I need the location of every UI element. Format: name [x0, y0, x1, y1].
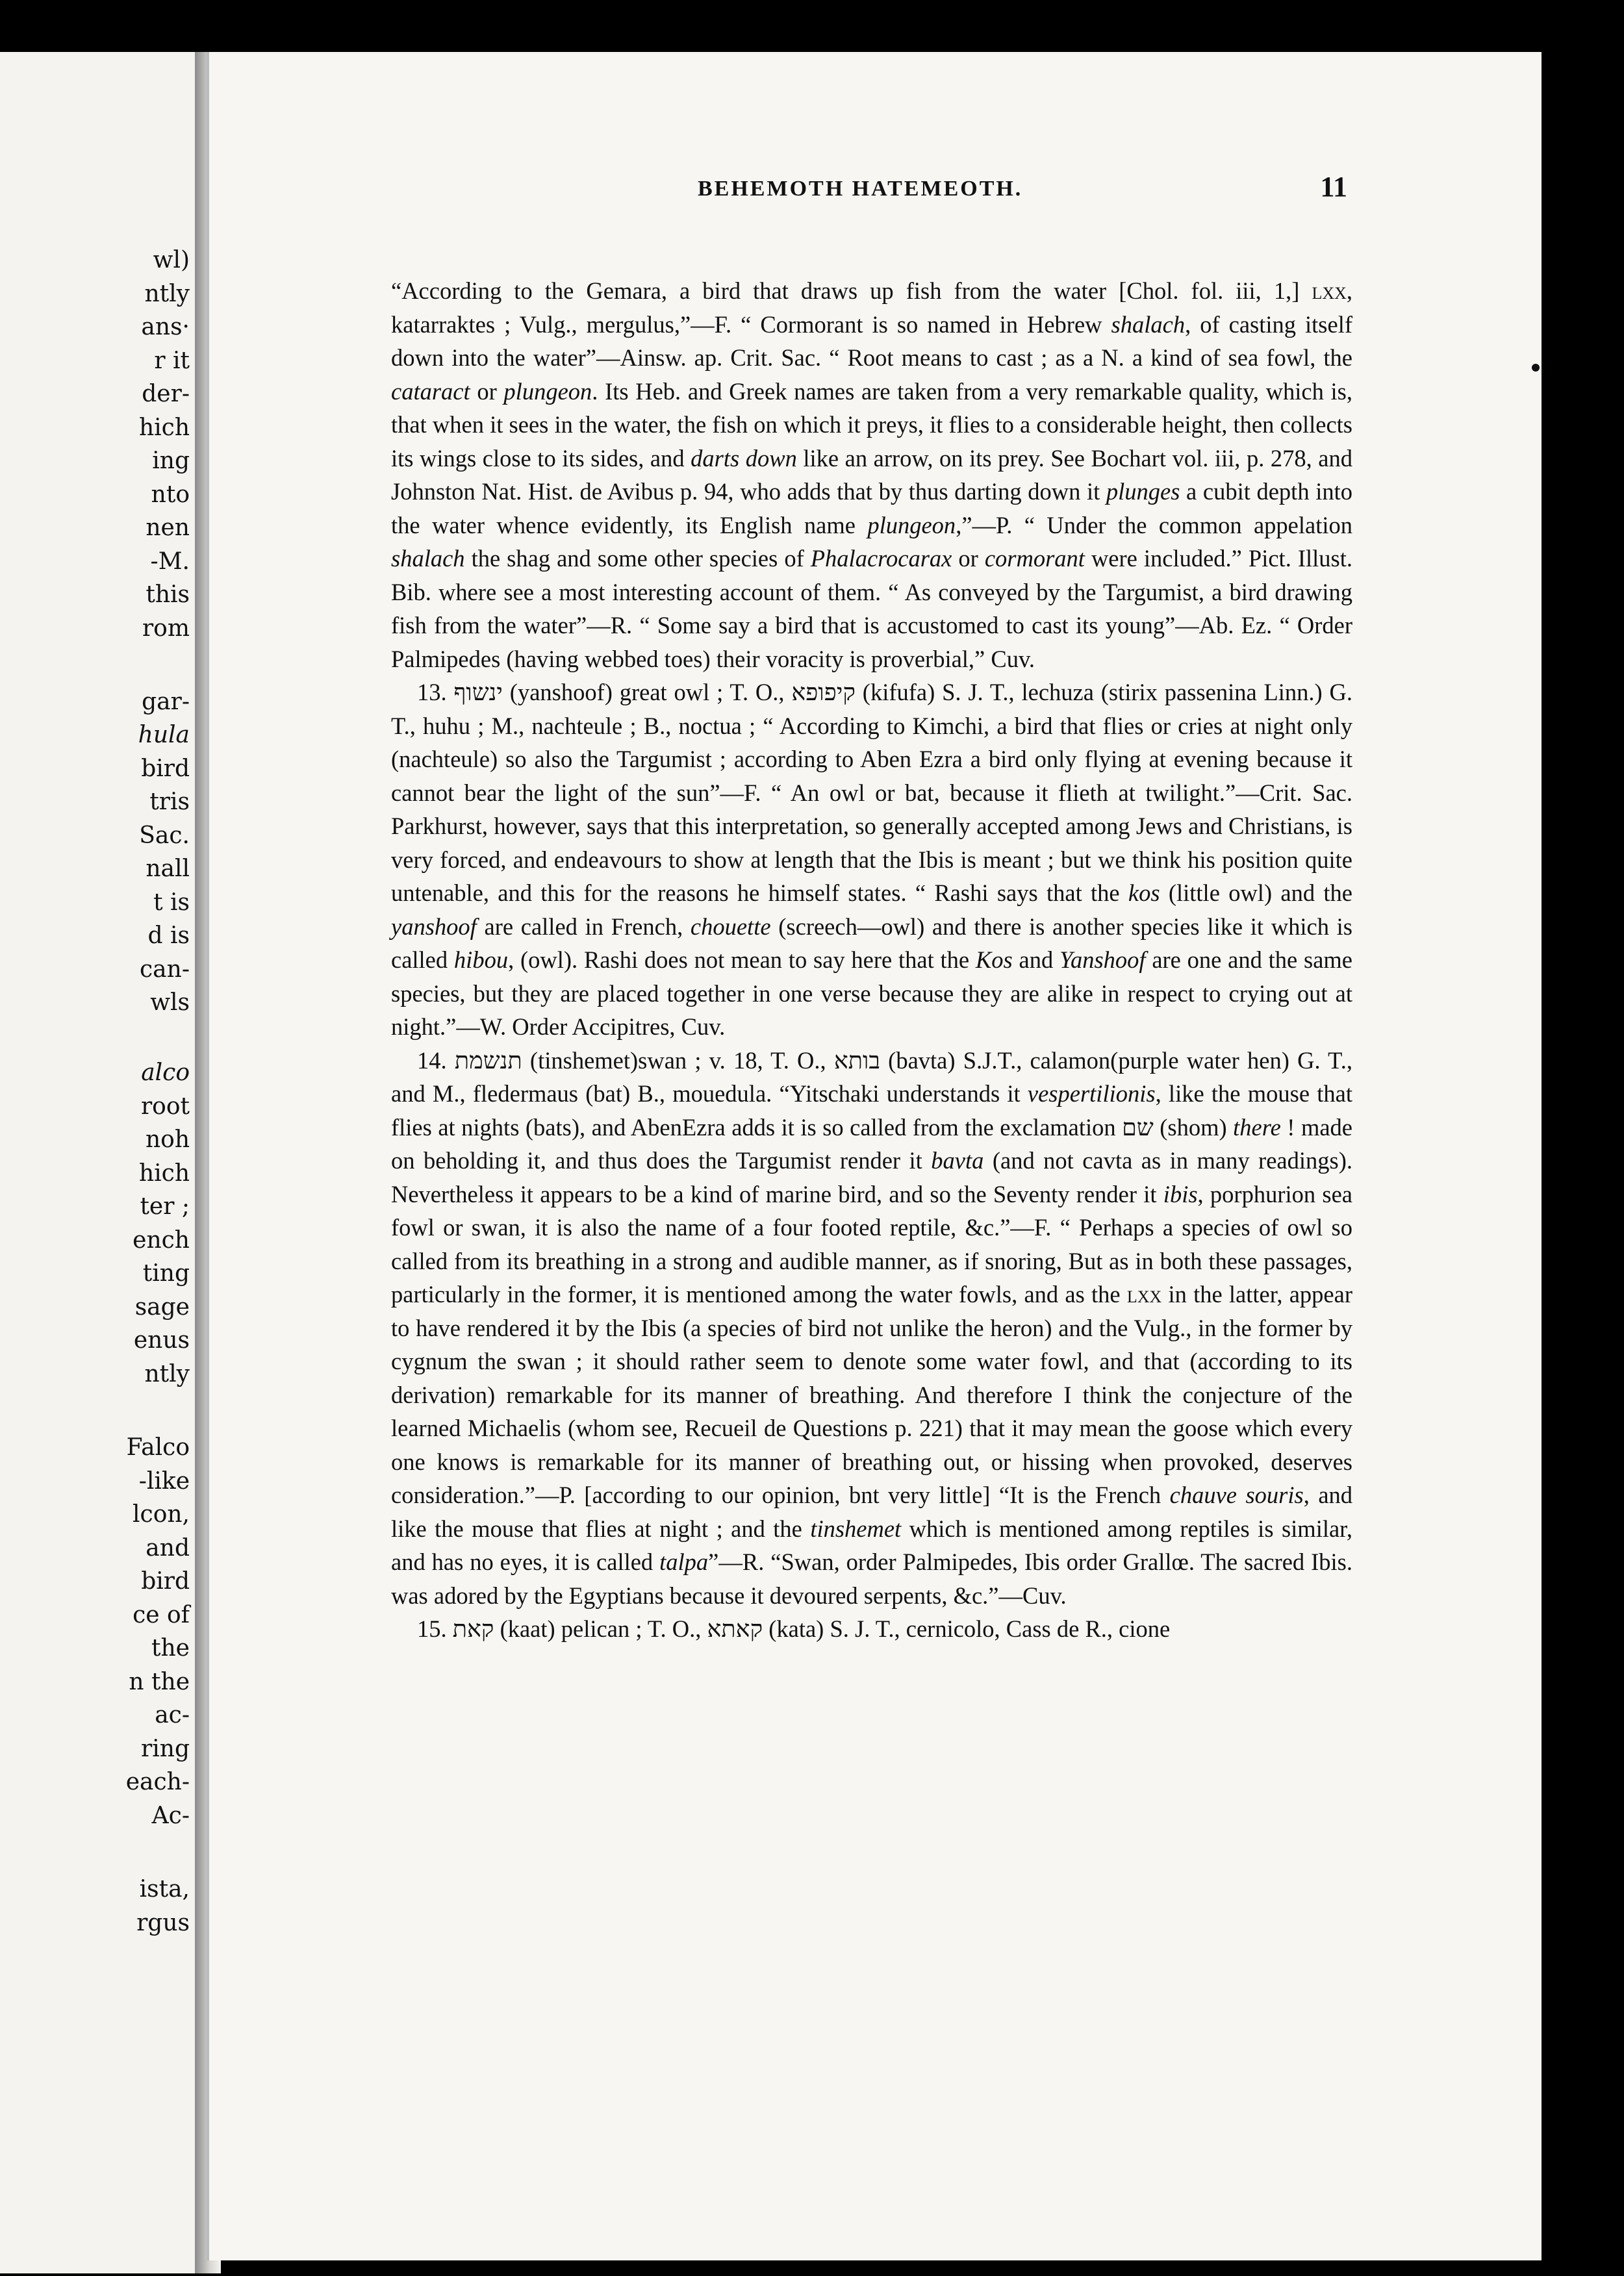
- left-page-fragment: ista,: [139, 1876, 190, 1903]
- text-run: like an arrow, on its prey. See Bochart vol. iii, p. 278, and Johnston Nat. Hist. de Avibus p. 94, who adds that by thus darting down it: [391, 444, 1352, 505]
- page-number: 11: [1320, 171, 1347, 203]
- left-page-fragment: root: [140, 1093, 190, 1120]
- left-page-fragment: rom: [142, 614, 190, 642]
- left-page-fragment: hich: [138, 414, 190, 441]
- text-run: were included.” Pict. Illust. Bib. where see a most interesting account of them. “ As conveyed by the Targumist, a bird drawing fish from the water”—R. “ Some say a bird that is accustomed to cast its young”—Ab. Ez. “ Order Palmipedes (having webbed toes) their voracity is proverbial,” Cuv.: [391, 545, 1352, 672]
- left-page-fragment: ring: [141, 1735, 190, 1762]
- text-run: , and like the mouse that flies at night ; and the: [391, 1482, 1353, 1542]
- text-run: plungeon: [503, 377, 592, 405]
- text-run: hibou: [453, 946, 509, 973]
- text-run: Yanshoof: [1059, 946, 1146, 973]
- page-header: [392, 170, 1367, 209]
- text-run: (little owl) and the: [1160, 879, 1352, 906]
- text-run: there: [1233, 1113, 1281, 1141]
- text-run: darts down: [691, 444, 797, 472]
- text-run: the shag and some other species of: [464, 545, 811, 572]
- text-run: which is mentioned among reptiles is similar, and has no eyes, it is called: [391, 1515, 1352, 1575]
- text-run: “According to the Gemara, a bird that draws up fish from the water [Chol. fol. iii, 1,]: [391, 277, 1312, 304]
- text-run: lxx: [1126, 1281, 1162, 1308]
- text-run: (screech—owl) and there is another species like it which is called: [391, 913, 1352, 973]
- left-page-fragment: ing: [152, 448, 190, 474]
- text-run: shalach: [391, 545, 465, 572]
- left-page-fragment: ce of: [133, 1601, 190, 1628]
- left-page-fragment: Ac-: [151, 1802, 190, 1829]
- left-page-fragment: this: [146, 581, 190, 608]
- text-run: ibis: [1163, 1180, 1198, 1208]
- text-run: tinshemet: [810, 1515, 902, 1542]
- text-run: 14. תנשמת (tinshemet)swan ; v. 18, T. O., בותא (bavta) S.J.T., calamon(purple water hen) G. T., and M., fledermaus (bat) B., mouedula. “Yitschaki understands it: [391, 1046, 1352, 1107]
- ink-dot: [1532, 364, 1540, 372]
- left-page-fragment: noh: [145, 1126, 190, 1154]
- left-page-fragment: -like: [138, 1467, 190, 1495]
- left-page-fragment: enus: [133, 1327, 190, 1354]
- text-run: Phalacrocarax: [810, 545, 952, 572]
- text-run: , like the mouse that flies at nights (bats), and AbenEzra adds it is so called from the exclamation שם (shom): [391, 1080, 1352, 1141]
- text-run: . Its Heb. and Greek names are taken from a very remarkable quality, which is, that when it sees in the water, the fish on which it preys, it flies to a considerable height, then collects its wings close to its sides, and: [391, 377, 1353, 472]
- left-page-fragment: ac-: [155, 1702, 190, 1729]
- text-run: , porphurion sea fowl or swan, it is also the name of a four footed reptile, &c.”—F. “ Perhaps a species of owl so called from its breathing in a strong and audible manner, as if snoring, But as in both these passages, particularly in the former, it is mentioned among the water fowls, and as the: [391, 1180, 1352, 1308]
- text-run: plunges: [1106, 478, 1180, 505]
- text-run: or: [470, 377, 504, 405]
- text-run: or: [952, 545, 985, 572]
- text-run: in the latter, appear to have rendered it by the Ibis (a species of bird not unlike the heron) and the Vulg., in the former by cygnum the swan ; it should rather seem to denote some water fowl, and that (according to its derivation) remarkable for its manner of breathing. And therefore I think the conjecture of the learned Michaelis (whom see, Recueil de Questions p. 221) that it may mean the goose which every one knows is remarkable for its manner of breathing out, or hissing when provoked, deserves consideration.”—P. [according to our opinion, bnt very little] “It is the French: [391, 1281, 1352, 1508]
- text-run: lxx: [1312, 277, 1347, 304]
- left-page-fragment: can-: [140, 955, 190, 983]
- text-run: ”—R. “Swan, order Palmipedes, Ibis order Grallœ. The sacred Ibis. was adored by the Egyptians because it devoured serpents, &c.”—Cuv.: [391, 1549, 1352, 1609]
- left-page-fragment: der-: [142, 381, 190, 407]
- left-page-fragment: nall: [146, 855, 190, 883]
- text-run: chouette: [690, 913, 771, 940]
- left-page-fragment: nto: [151, 481, 190, 508]
- text-run: ,”—P. “ Under the common appelation: [956, 511, 1353, 538]
- text-run: ! made on beholding it, and thus does the Targumist render it: [391, 1113, 1352, 1174]
- left-page-fragment: -M.: [150, 548, 190, 575]
- text-run: 13. ינשוף (yanshoof) great owl ; T. O., קיפופא (kifufa) S. J. T., lechuza (stirix passenina Linn.) G. T., huhu ; M., nachteule ; B., noctua ; “ According to Kimchi, a bird that flies or cries at night only (nachteule) so also the Targumist ; according to Aben Ezra a bird only flying at evening because it cannot bear the light of the sun”—F. “ An owl or bat, because it flieth at twilight.”—Crit. Sac. Parkhurst, however, says that this interpretation, so generally accepted among Jews and Christians, is very forced, and endeavours to show at length that the Ibis is meant ; but we think his position quite untenable, and this for the reasons he himself states. “ Rashi says that the: [391, 679, 1353, 906]
- text-run: plungeon: [867, 511, 956, 538]
- page-edge: [1542, 52, 1624, 2276]
- text-run: a cubit depth into the water whence evidently, its English name: [391, 478, 1352, 538]
- text-run: talpa: [659, 1549, 709, 1575]
- text-run: , katarraktes ; Vulg., mergulus,”—F. “ Cormorant is so named in Hebrew: [391, 277, 1352, 338]
- text-run: and: [1012, 946, 1059, 973]
- text-run: , of casting itself down into the water”—Ainsw. ap. Crit. Sac. “ Root means to cast ; as a N. a kind of sea fowl, the: [391, 310, 1352, 371]
- left-page-fragment: wls: [150, 989, 190, 1017]
- left-page-fragment: and: [146, 1534, 190, 1562]
- left-page-fragment: ter ;: [140, 1193, 190, 1220]
- text-run: 15. קאת (kaat) pelican ; T. O., קאתא (kata) S. J. T., cernicolo, Cass de R., cione: [417, 1615, 1171, 1642]
- left-page-fragment: ting: [142, 1260, 190, 1287]
- paragraph-13-great-owl: [391, 676, 1352, 1044]
- text-run: , (owl). Rashi does not mean to say here that the: [508, 946, 976, 973]
- text-run: cormorant: [984, 545, 1085, 572]
- left-page-fragment: Falco: [126, 1434, 190, 1461]
- text-run: shalach: [1111, 310, 1186, 338]
- left-page-fragment: r it: [154, 347, 190, 374]
- body-text: [391, 274, 1352, 1646]
- left-page-fragment: alco: [141, 1059, 190, 1087]
- left-page-fragment: gar-: [142, 688, 190, 715]
- left-page-fragment: ench: [133, 1226, 190, 1254]
- paragraph-15-pelican: [391, 1612, 1352, 1646]
- running-head: BEHEMOTH HATEMEOTH.: [698, 177, 1023, 201]
- paragraph-14-swan: [391, 1044, 1352, 1613]
- text-run: Kos: [975, 946, 1013, 973]
- text-run: vespertilionis: [1027, 1080, 1156, 1107]
- text-run: chauve souris: [1169, 1482, 1304, 1508]
- text-run: (and not cavta as in many readings). Nevertheless it appears to be a kind of marine bird, and so the Seventy render it: [391, 1147, 1352, 1208]
- left-page-fragment: bird: [141, 1568, 190, 1595]
- left-page-fragment: ntly: [144, 280, 190, 307]
- left-page-fragment: Sac.: [139, 822, 190, 849]
- text-run: yanshoof: [391, 913, 477, 940]
- left-page-fragment: ans·: [141, 314, 190, 340]
- left-page-fragment: ntly: [144, 1360, 190, 1387]
- left-page-fragment: n the: [129, 1668, 190, 1695]
- left-page-fragment: hula: [138, 722, 190, 749]
- left-page-fragment: the: [151, 1635, 190, 1662]
- left-page-fragment: tris: [149, 789, 190, 816]
- left-page-fragment: sage: [134, 1293, 190, 1321]
- text-run: cataract: [391, 377, 470, 405]
- text-run: bavta: [931, 1147, 984, 1174]
- text-run: are one and the same species, but they are placed together in one verse because they are alike in respect to crying out at night.”—W. Order Accipitres, Cuv.: [391, 946, 1353, 1040]
- paragraph-cormorant: [391, 274, 1352, 676]
- left-page-fragment: nen: [146, 514, 190, 541]
- text-run: kos: [1128, 879, 1160, 906]
- left-facing-page: [0, 52, 195, 2273]
- left-page-fragment: bird: [141, 755, 190, 782]
- text-run: are called in French,: [476, 913, 691, 940]
- left-page-fragment: hich: [138, 1159, 190, 1187]
- left-page-fragment: rgus: [136, 1909, 190, 1936]
- left-page-fragment: lcon,: [133, 1501, 190, 1528]
- left-page-fragment: each-: [125, 1769, 190, 1796]
- left-page-fragment: d is: [147, 922, 190, 950]
- left-page-fragment: wl): [153, 247, 190, 273]
- left-page-fragment: t is: [153, 889, 190, 916]
